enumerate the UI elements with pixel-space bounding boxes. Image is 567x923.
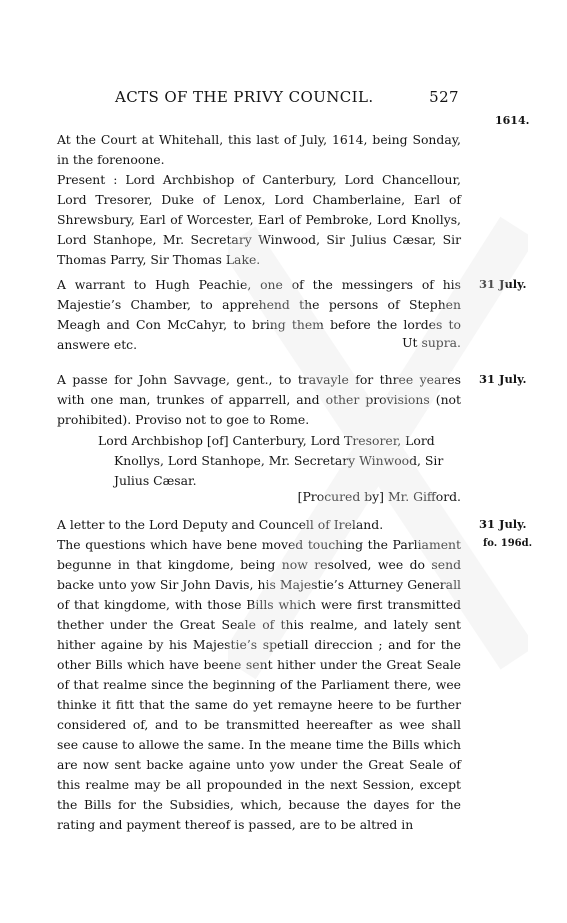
margin-year: 1614.: [495, 114, 530, 127]
passe-entry: [57, 370, 461, 430]
warrant-date: 31 July.: [479, 277, 527, 291]
letter-date: 31 July.: [479, 517, 527, 531]
warrant-trailer: Ut supra.: [402, 335, 461, 350]
letter-entry: [57, 515, 461, 835]
passe-signatories: Lord Archbishop [of] Canterbury, Lord Tresorer, Lord Knollys, Lord Stanhope, Mr. Secretary Winwood, Sir Julius Cæsar.: [98, 433, 444, 488]
running-header: [115, 88, 459, 108]
court-entry: [57, 130, 461, 270]
warrant-entry: [57, 275, 461, 355]
page-number: 527: [429, 88, 459, 106]
court-heading: At the Court at Whitehall, this last of July, 1614, being Sonday, in the forenoone.: [57, 132, 461, 167]
present-list: Present : Lord Archbishop of Canterbury, Lord Chancellour, Lord Tresorer, Duke of Lenox, Lord Chamberlaine, Earl of Shrewsbury, Earl of Worcester, Earl of Pembroke, Lord Knollys, Lord Stanhope, Mr. Secretary Winwood, Sir Julius Cæsar, Sir Thomas Parry, Sir Thomas Lake.: [57, 172, 461, 267]
letter-heading: A letter to the Lord Deputy and Councell of Ireland.: [57, 517, 384, 532]
running-title: ACTS OF THE PRIVY COUNCIL.: [115, 88, 374, 106]
warrant-text: A warrant to Hugh Peachie, one of the messingers of his Majestie’s Chamber, to apprehend the persons of Stephen Meagh and Con McCahyr, to bring them before the lordes to answere etc.: [57, 277, 461, 352]
passe-date: 31 July.: [479, 372, 527, 386]
passe-text: A passe for John Savvage, gent., to travayle for three yeares with one man, trunkes of apparrell, and other provisions (not prohibited). Proviso not to goe to Rome.: [57, 372, 461, 427]
letter-folio: fo. 196d.: [483, 538, 533, 549]
passe-procured: [Procured by] Mr. Gifford.: [297, 489, 461, 504]
letter-text: The questions which have bene moved touching the Parliament begunne in that kingdome, being now resolved, wee do send backe unto yow Sir John Davis, his Majestie’s Atturney Generall of that kingdome, with those Bills which were first transmitted thether under the Great Seale of this realme, and lately sent hither againe by his Majestie’s spetiall direccion ; and for the other Bills which have beene sent hither under the Great Seale of that realme since the beginning of the Parliament there, wee thinke it fitt that the same do yet remayne heere to be further considered of, and to be transmitted heereafter as wee shall see cause to allowe the same. In the meane time the Bills which are now sent backe againe unto yow under the Great Seale of this realme may be all propounded in the next Session, except the Bills for the Subsidies, which, because the dayes for the rating and payment thereof is passed, are to be altred in: [57, 537, 461, 832]
